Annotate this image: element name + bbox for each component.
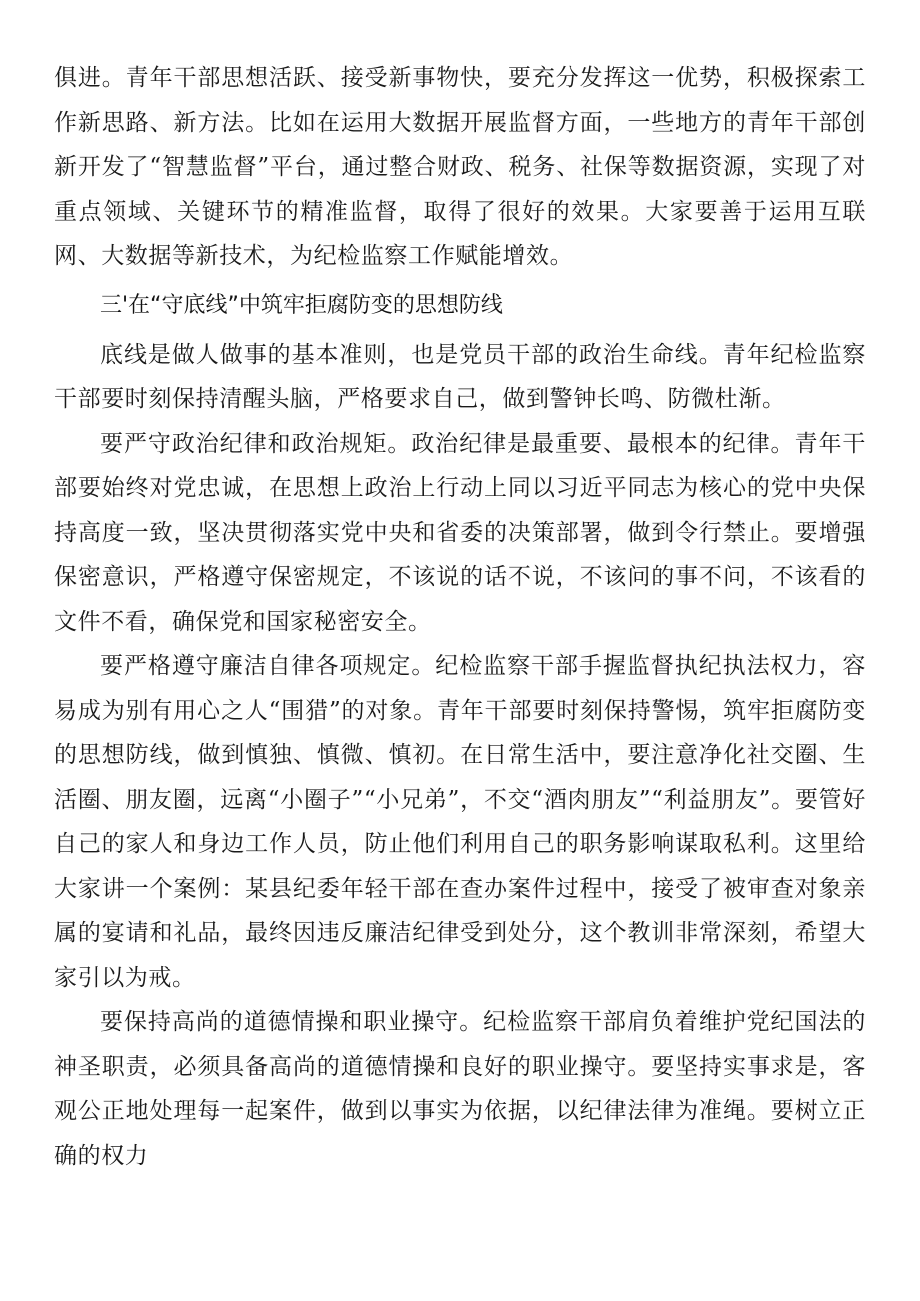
paragraph: 要严守政治纪律和政治规矩。政治纪律是最重要、最根本的纪律。青年干部要始终对党忠诚，在思想上政治上行动上同以习近平同志为核心的党中央保持高度一致，坚决贯彻落实党中央和省委的决策部署，做到令行禁止。要增强保密意识，严格遵守保密规定，不该说的话不说，不该问的事不问，不该看的文件不看，确保党和国家秘密安全。 xyxy=(54,430,866,635)
paragraph: 要严格遵守廉洁自律各项规定。纪检监察干部手握监督执纪执法权力，容易成为别有用心之人“围猎”的对象。青年干部要时刻保持警惕，筑牢拒腐防变的思想防线，做到慎独、慎微、慎初。在日常生活中，要注意净化社交圈、生活圈、朋友圈，远离“小圈子”“小兄弟”，不交“酒肉朋友”“利益朋友”。要管好自己的家人和身边工作人员，防止他们利用自己的职务影响谋取私利。这里给大家讲一个案例：某县纪委年轻干部在查办案件过程中，接受了被审查对象亲属的宴请和礼品，最终因违反廉洁纪律受到处分，这个教训非常深刻，希望大家引以为戒。 xyxy=(54,653,866,991)
section-heading: 三'在“守底线”中筑牢拒腐防变的思想防线 xyxy=(100,292,503,318)
paragraph-continuation: 俱进。青年干部思想活跃、接受新事物快，要充分发挥这一优势，积极探索工作新思路、新方法。比如在运用大数据开展监督方面，一些地方的青年干部创新开发了“智慧监督”平台，通过整合财政、税务、社保等数据资源，实现了对重点领域、关键环节的精准监督，取得了很好的效果。大家要善于运用互联网、大数据等新技术，为纪检监察工作赋能增效。 xyxy=(54,65,866,269)
paragraph: 要保持高尚的道德情操和职业操守。纪检监察干部肩负着维护党纪国法的神圣职责，必须具备高尚的道德情操和良好的职业操守。要坚持实事求是，客观公正地处理每一起案件，做到以事实为依据，以纪律法律为准绳。要树立正确的权力 xyxy=(54,1009,866,1169)
document-body xyxy=(54,56,866,1178)
paragraph: 底线是做人做事的基本准则，也是党员干部的政治生命线。青年纪检监察干部要时刻保持清醒头脑，严格要求自己，做到警钟长鸣、防微杜渐。 xyxy=(54,341,866,412)
